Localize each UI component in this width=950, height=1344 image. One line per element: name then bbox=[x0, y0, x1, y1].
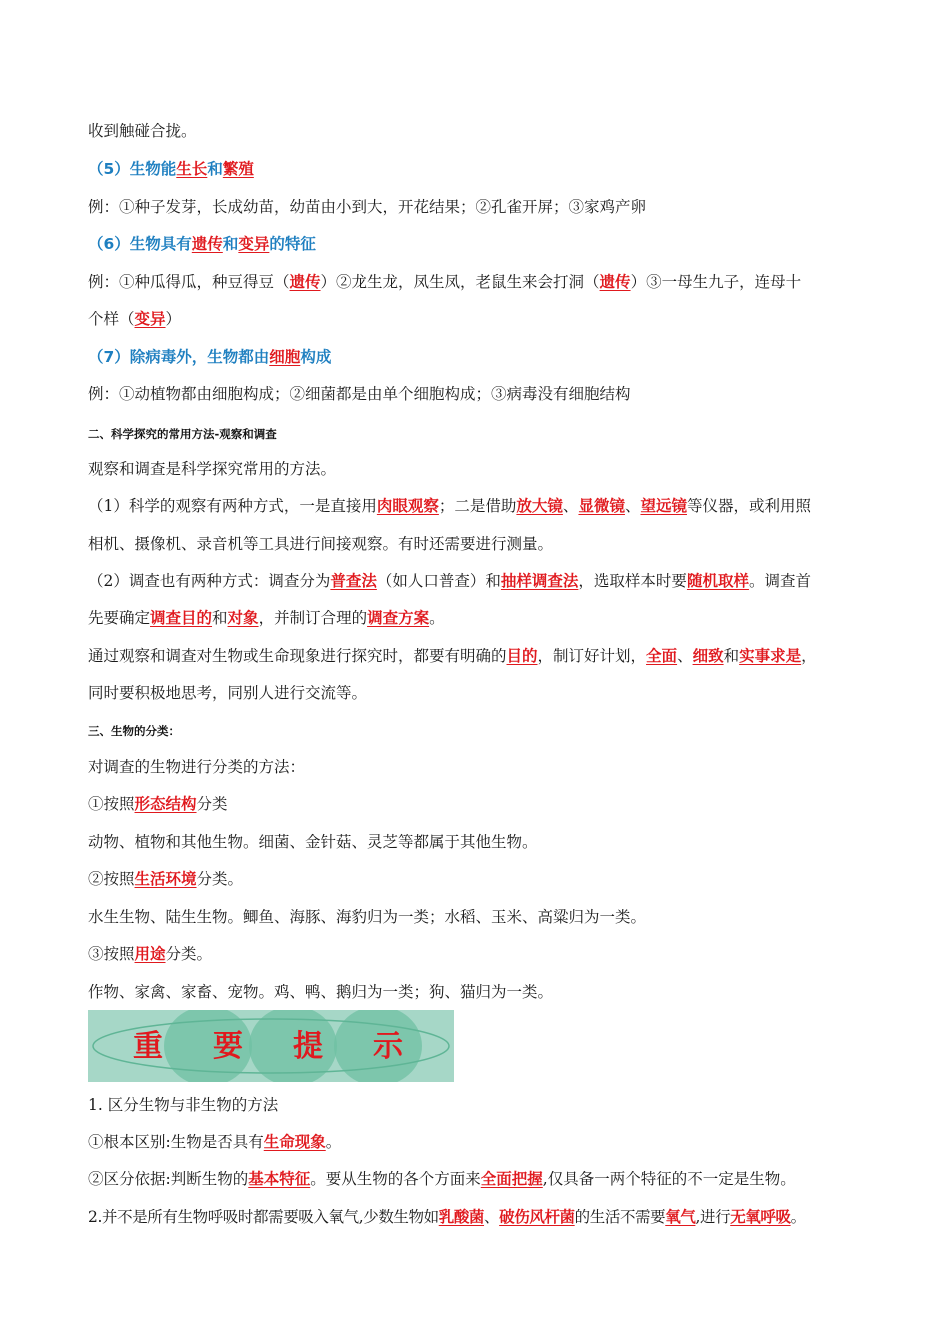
banner-char: 示 bbox=[373, 1029, 403, 1064]
tip-item: 2.并不是所有生物呼吸时都需要吸入氧气,少数生物如乳酸菌、破伤风杆菌的生活不需要氧气,进行无氧呼吸。 bbox=[88, 1207, 806, 1226]
paragraph: 作物、家禽、家畜、宠物。鸡、鸭、鹅归为一类；狗、猫归为一类。 bbox=[88, 983, 554, 1001]
paragraph: 通过观察和调查对生物或生命现象进行探究时，都要有明确的目的，制订好计划，全面、细致和实事求是， bbox=[88, 646, 817, 665]
list-item: ①按照形态结构分类 bbox=[88, 794, 228, 813]
list-item: ②按照生活环境分类。 bbox=[88, 869, 244, 888]
paragraph-cont: 相机、摄像机、录音机等工具进行间接观察。有时还需要进行测量。 bbox=[88, 535, 554, 553]
example-line: 例：①种子发芽，长成幼苗，幼苗由小到大，开花结果；②孔雀开屏；③家鸡产卵 bbox=[88, 198, 647, 216]
section-heading: 二、科学探究的常用方法-观察和调查 bbox=[88, 427, 277, 441]
example-line-cont: 个样（变异） bbox=[88, 309, 182, 328]
paragraph: （1）科学的观察有两种方式，一是直接用肉眼观察；二是借助放大镜、显微镜、望远镜等仪器，或利用照 bbox=[88, 496, 811, 515]
paragraph: 对调查的生物进行分类的方法： bbox=[88, 758, 306, 776]
paragraph: 观察和调查是科学探究常用的方法。 bbox=[88, 460, 337, 478]
tip-item: ①根本区别:生物是否具有生命现象。 bbox=[88, 1132, 342, 1151]
tip-heading: 1. 区分生物与非生物的方法 bbox=[88, 1096, 279, 1114]
paragraph: （2）调查也有两种方式：调查分为普查法（如人口普查）和抽样调查法，选取样本时要随机取样。调查首 bbox=[88, 571, 811, 590]
banner-char: 要 bbox=[213, 1029, 243, 1064]
section-heading: 三、生物的分类： bbox=[88, 724, 180, 738]
list-item: ③按照用途分类。 bbox=[88, 944, 213, 963]
banner-char: 提 bbox=[293, 1029, 323, 1064]
paragraph: 动物、植物和其他生物。细菌、金针菇、灵芝等都属于其他生物。 bbox=[88, 833, 538, 851]
paragraph-cont: 先要确定调查目的和对象，并制订合理的调查方案。 bbox=[88, 608, 445, 627]
important-tips-banner bbox=[88, 1010, 454, 1082]
heading-growth-reproduction: （5）生物能生长和繁殖 bbox=[88, 160, 254, 178]
heading-cells: （7）除病毒外，生物都由细胞构成 bbox=[88, 348, 332, 366]
banner-char: 重 bbox=[133, 1029, 163, 1064]
tip-item: ②区分依据:判断生物的基本特征。要从生物的各个方面来全面把握,仅具备一两个特征的不一定是生物。 bbox=[88, 1169, 796, 1188]
heading-heredity-variation: （6）生物具有遗传和变异的特征 bbox=[88, 235, 316, 253]
paragraph-cont: 同时要积极地思考，同别人进行交流等。 bbox=[88, 684, 368, 702]
text-line: 收到触碰合拢。 bbox=[88, 122, 197, 140]
example-line: 例：①动植物都由细胞构成；②细菌都是由单个细胞构成；③病毒没有细胞结构 bbox=[88, 385, 631, 403]
example-line: 例：①种瓜得瓜，种豆得豆（遗传）②龙生龙，凤生凤，老鼠生来会打洞（遗传）③一母生九子，连母十 bbox=[88, 272, 802, 291]
paragraph: 水生生物、陆生生物。鲫鱼、海豚、海豹归为一类；水稻、玉米、高粱归为一类。 bbox=[88, 908, 647, 926]
